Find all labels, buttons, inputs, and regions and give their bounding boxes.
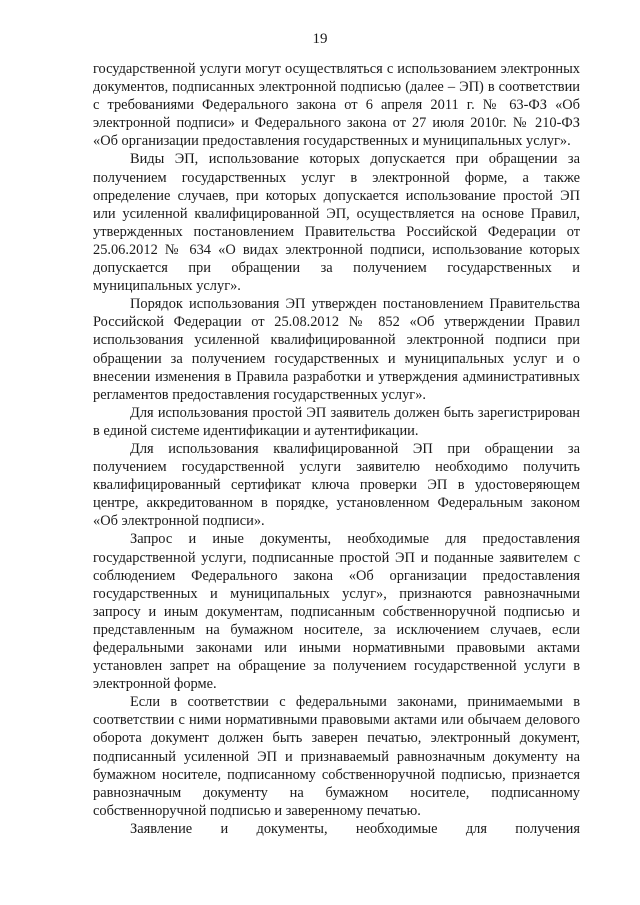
paragraph-request-equivalence: Запрос и иные документы, необходимые для предоставления государственной услуги, подписанные простой ЭП и поданные заявителем с соблюдением Федерального закона «Об организации предоставления государственных и муниципальных услуг», признаются равнозначными запросу и иным документам, подписанным собственноручной подписью и представленным на бумажном носителе, за исключением случаев, если федеральными законами или иными нормативными правовыми актами установлен запрет на обращение за получением государственной услуги в электронной форме. bbox=[93, 531, 580, 693]
document-body bbox=[93, 60, 580, 838]
paragraph-seal-requirement: Если в соответствии с федеральными законами, принимаемыми в соответствии с ними нормативными правовыми актами или обычаем делового оборота документ должен быть заверен печатью, электронный документ, подписанный усиленной ЭП и признаваемый равнозначным документу на бумажном носителе, подписанному собственноручной подписью, признается равнозначным документу на бумажном носителе, подписанному собственноручной подписью и заверенному печатью. bbox=[93, 694, 580, 819]
page-number: 19 bbox=[312, 31, 328, 47]
paragraph-simple-ep: Для использования простой ЭП заявитель должен быть зарегистрирован в единой системе идентификации и аутентификации. bbox=[93, 404, 580, 439]
paragraph-ep-types: Виды ЭП, использование которых допускается при обращении за получением государственных услуг в электронной форме, а также определение случаев, при которых допускается использование простой ЭП или усиленной квалифицированной ЭП, осуществляется на основе Правил, утвержденных постановлением Правительства Российской Федерации от 25.06.2012 № 634 «О видах электронной подписи, использование которых допускается при обращении за получением государственных и муниципальных услуг». bbox=[93, 151, 580, 295]
paragraph-qualified-ep: Для использования квалифицированной ЭП при обращении за получением государственной услуги заявителю необходимо получить квалифицированный сертификат ключа проверки ЭП в удостоверяющем центре, аккредитованном в порядке, установленном Федеральным законом «Об электронной подписи». bbox=[93, 440, 580, 530]
paragraph-continuation: государственной услуги могут осуществляться с использованием электронных документов, подписанных электронной подписью (далее – ЭП) в соответствии с требованиями Федерального закона от 6 апреля 2011 г. № 63-ФЗ «Об электронной подписи» и Федерального закона от 27 июля 2010г. № 210-ФЗ «Об организации предоставления государственных и муниципальных услуг». bbox=[93, 61, 580, 150]
paragraph-ep-usage-order: Порядок использования ЭП утвержден постановлением Правительства Российской Федерации от 25.08.2012 № 852 «Об утверждении Правил использования усиленной квалифицированной электронной подписи при обращении за получением государственных и муниципальных услуг и о внесении изменения в Правила разработки и утверждения административных регламентов предоставления государственных услуг». bbox=[93, 296, 580, 403]
paragraph-application-documents: Заявление и документы, необходимые для получения bbox=[130, 820, 580, 837]
